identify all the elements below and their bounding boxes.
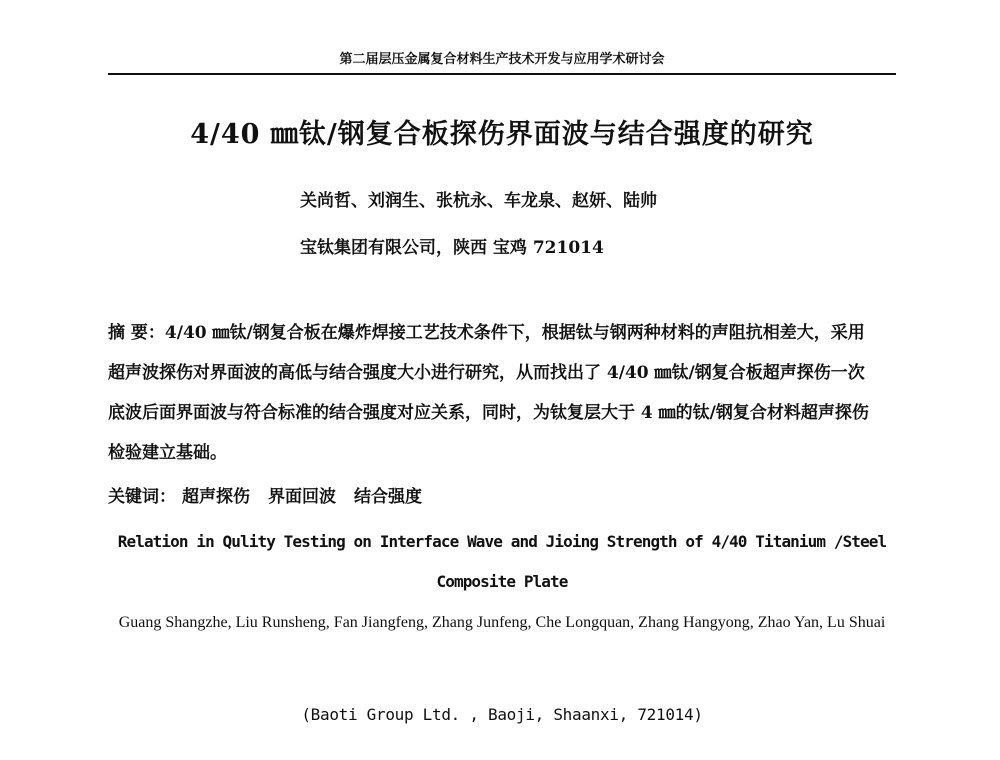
keyword-2: 界面回波 (268, 487, 336, 507)
paper-affiliation: 宝钛集团有限公司，陕西 宝鸡 721014 (300, 238, 604, 258)
keywords (108, 482, 422, 507)
english-title: Relation in Qulity Testing on Interface Wave and Jioing Strength of 4/40 Titanium /Steel Composite Plate (117, 532, 887, 591)
keyword-1: 超声探伤 (182, 487, 250, 507)
abstract-text: 4/40 ㎜钛/钢复合板在爆炸焊接工艺技术条件下，根据钛与钢两种材料的声阻抗相差大，采用超声波探伤对界面波的高低与结合强度大小进行研究，从而找出了 4/40 ㎜钛/钢复合板超声探伤一次底波后面界面波与符合标准的结合强度对应关系，同时，为钛复层大于 4 ㎜的钛/钢复合材料超声探伤检验建立基础。 (108, 323, 869, 463)
keywords-label: 关键词： (108, 487, 176, 507)
english-authors: Guang Shangzhe, Liu Runsheng, Fan Jiangfeng, Zhang Junfeng, Che Longquan, Zhang Hangyong, Zhao Yan, Lu Shuai (118, 614, 886, 631)
keyword-3: 结合强度 (354, 487, 422, 507)
abstract-label: 摘 要： (108, 323, 165, 343)
abstract (108, 313, 878, 473)
paper-title: 4/40 ㎜钛/钢复合板探伤界面波与结合强度的研究 (190, 119, 814, 150)
english-affiliation: (Baoti Group Ltd. , Baoji, Shaanxi, 721014) (301, 705, 703, 724)
conference-header: 第二届层压金属复合材料生产技术开发与应用学术研讨会 (339, 52, 665, 67)
header-rule (108, 73, 896, 75)
paper-authors: 关尚哲、刘润生、张杭永、车龙泉、赵妍、陆帅 (300, 191, 657, 211)
